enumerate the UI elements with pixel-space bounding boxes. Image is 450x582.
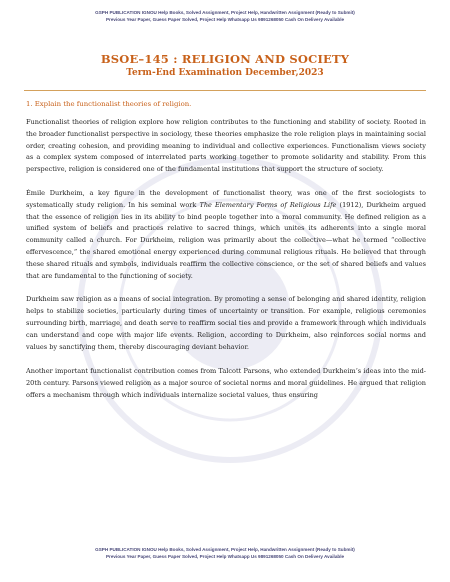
paragraph: Functionalist theories of religion explore how religion contributes to the functioning and stability of society. Rooted in the broader functionalist perspective in sociology, these theories emphasize the role religion plays in maintaining social order, creating cohesion, and providing meaning to individual and collective experiences. Functionalism views society as a complex system composed of interrelated parts working together to promote solidarity and stability. From this perspective, religion is considered one of the fundamental institutions that support the structure of society. [26,118,426,174]
paragraph-text: (1912), Durkheim argued that the essence of religion lies in its ability to bind people together into a moral community. He defined religion as a unified system of beliefs and practices relative to sacred things, which unites its adherents into a single moral community called a church. For Durkheim, religion was primarily about the collective—what he termed “collective effervescence,” the shared emotional energy experienced during communal religious rituals. He believed that through these shared rituals and symbols, individuals reaffirm the collective conscience, or the set of shared beliefs and values that are fundamental to the functioning of society. [26,200,426,280]
book-title: The Elementary Forms of Religious Life [199,200,337,209]
title-divider [24,90,426,91]
footer-line-2: Previous Year Paper, Guess Paper Solved, Project Help Whatsapp Us 9891268050 Cash On Delivery Available [105,553,345,559]
footer-line-1: GSPH PUBLICATION IGNOU Help Books, Solved Assignment, Project Help, Handwritten Assignment (Ready to Submit) [95,547,355,552]
page-title: BSOE–145 : RELIGION AND SOCIETY [100,52,350,66]
header-line-1: GSPH PUBLICATION IGNOU Help Books, Solved Assignment, Project Help, Handwritten Assignment (Ready to Submit) [95,10,355,15]
page-header [0,0,450,30]
page-subtitle: Term-End Examination December,2023 [126,68,324,78]
paragraph: Durkheim saw religion as a means of social integration. By promoting a sense of belonging and shared identity, religion helps to stabilize societies, particularly during times of uncertainty or transition. For example, religious ceremonies surrounding birth, marriage, and death serve to reaffirm social ties and provide a framework through which individuals can understand and cope with major life events. Religion, according to Durkheim, also reinforces social norms and values by sanctifying them, thereby discouraging deviant behavior. [26,295,426,351]
page-footer [0,547,450,569]
question-heading: 1. Explain the functionalist theories of religion. [26,100,192,108]
paragraph-text: Émile Durkheim, a key figure in the development of functionalist theory, was one of the first sociologists to systematically study religion. In his seminal work [26,188,426,209]
header-line-2: Previous Year Paper, Guess Paper Solved, Project Help Whatsapp Us 9891268050 Cash On Delivery Available [105,16,345,22]
answer-body [26,117,426,415]
paragraph: Another important functionalist contribution comes from Talcott Parsons, who extended Durkheim’s ideas into the mid-20th century. Parsons viewed religion as a major source of societal norms and moral guidelines. He argued that religion offers a mechanism through which individuals internalize societal values, thus ensuring [26,367,426,399]
paragraph [26,188,426,282]
